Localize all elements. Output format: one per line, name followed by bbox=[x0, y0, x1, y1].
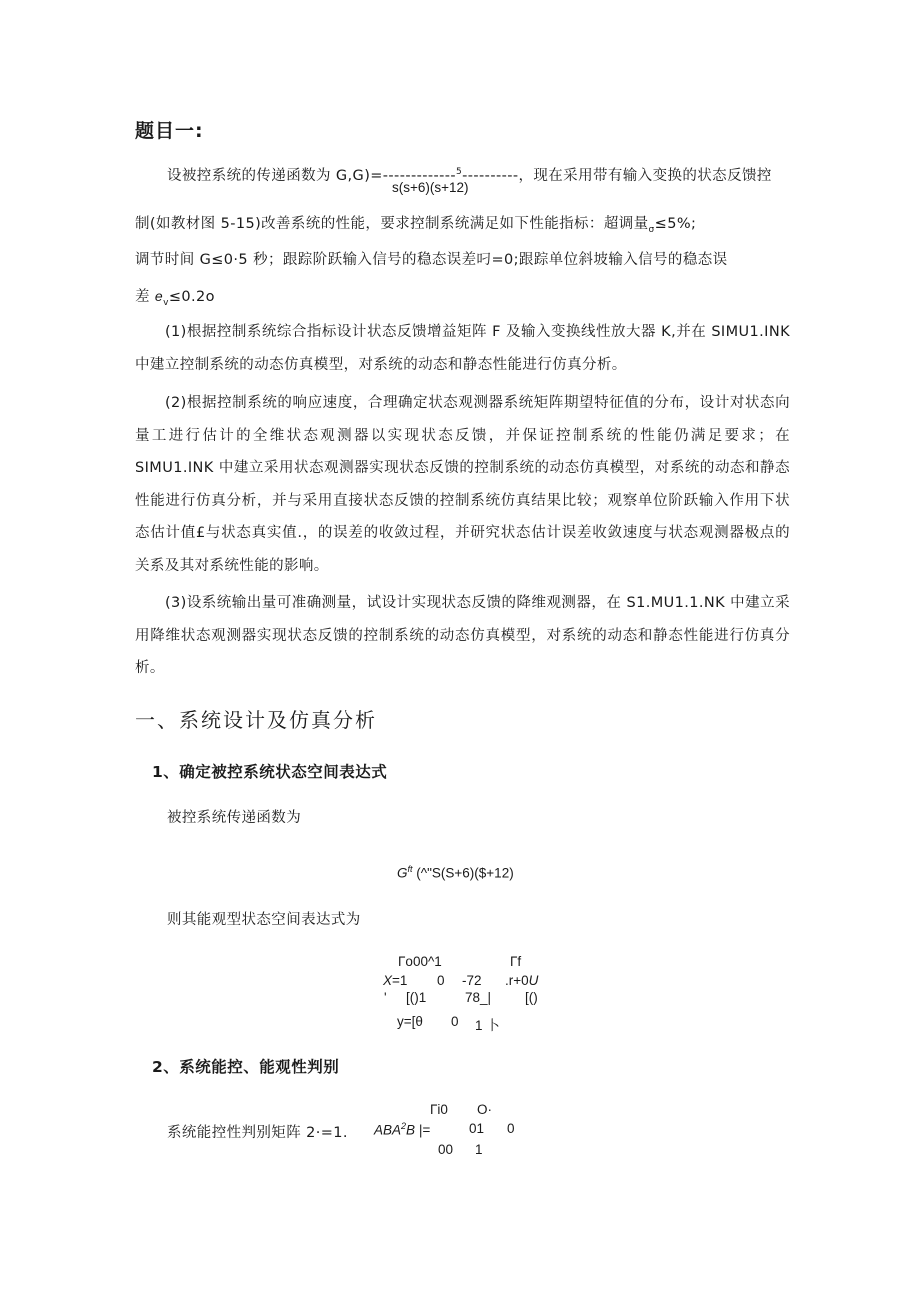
ctrl-label bbox=[374, 1121, 430, 1138]
ctrl-r2b: 0 bbox=[507, 1121, 515, 1136]
intro-line1 bbox=[167, 164, 772, 185]
matrix-row4c: 1 卜 bbox=[475, 1018, 500, 1033]
intro-line1-dashes2: ---------- bbox=[462, 168, 519, 184]
intro-line1-suffix: ，现在采用带有输入变换的状态反馈控 bbox=[518, 168, 772, 184]
matrix-row2b: 0 bbox=[437, 973, 445, 988]
matrix-row2a: =1 bbox=[392, 973, 408, 988]
sub1-title: 1、确定被控系统状态空间表达式 bbox=[152, 763, 388, 781]
matrix-row2 bbox=[383, 973, 407, 988]
matrix-row2c: -72 bbox=[462, 973, 482, 988]
intro-line4-sub: v bbox=[163, 297, 169, 308]
ctrl-r1b: O· bbox=[477, 1102, 492, 1117]
ctrl-r3a: 00 bbox=[438, 1142, 454, 1157]
transfer-function bbox=[397, 864, 514, 881]
ctrl-ab: ABA bbox=[374, 1122, 402, 1138]
sub1-text2: 则其能观型状态空间表达式为 bbox=[167, 912, 361, 928]
tf-rest: (^"S(S+6)($+12) bbox=[412, 865, 514, 881]
intro-line4-var: e bbox=[154, 288, 164, 304]
matrix-row1a: Γo00^1 bbox=[398, 954, 442, 969]
matrix-row3d: [() bbox=[525, 990, 538, 1005]
section-1-title: 一、系统设计及仿真分析 bbox=[135, 708, 377, 732]
sub2-text: 系统能控性判别矩阵 2·=1. bbox=[167, 1125, 348, 1141]
ctrl-ab-sup: 2 bbox=[401, 1121, 407, 1131]
intro-line2-end: ≤5%; bbox=[654, 216, 697, 232]
intro-line1-dashes: ------------- bbox=[382, 168, 457, 184]
matrix-row1b: Γf bbox=[510, 954, 522, 969]
sub2-title: 2、系统能控、能观性判别 bbox=[152, 1058, 340, 1076]
ctrl-r3b: 1 bbox=[475, 1142, 483, 1157]
matrix-row3b: [()1 bbox=[406, 990, 427, 1005]
tf-sup: ft bbox=[407, 864, 413, 874]
intro-line1-prefix: 设被控系统的传递函数为 G,G)= bbox=[167, 168, 383, 184]
intro-line4-prefix: 差 bbox=[135, 289, 150, 305]
task-2: (2)根据控制系统的响应速度，合理确定状态观测器系统矩阵期望特征值的分布，设计对状态向量工进行估计的全维状态观测器以实现状态反馈，并保证控制系统的性能仍满足要求；在SIMU1.INK 中建立采用状态观测器实现状态反馈的控制系统的动态仿真模型，对系统的动态和静态性能进行仿真分析，并与采用直接状态反馈的控制系统仿真结果比较；观察单位阶跃输入作用下状态估计值£与状态真实值.，的误差的收敛过程，并研究状态估计误差收敛速度与状态观测器极点的关系及其对系统性能的影响。 bbox=[135, 395, 790, 574]
intro-line1-num: 5 bbox=[456, 167, 463, 178]
tf-G: G bbox=[397, 865, 408, 881]
ctrl-r1a: Γi0 bbox=[430, 1102, 448, 1117]
ctrl-ab-tail: B |= bbox=[406, 1122, 431, 1138]
intro-line2 bbox=[135, 212, 696, 235]
intro-line2-sym: σ bbox=[648, 224, 655, 235]
intro-line2-text: 制(如教材图 5-15)改善系统的性能，要求控制系统满足如下性能指标：超调量 bbox=[135, 216, 649, 232]
task-3: (3)设系统输出量可准确测量，试设计实现状态反馈的降维观测器，在 S1.MU1.1.NK 中建立采用降维状态观测器实现状态反馈的控制系统的动态仿真模型，对系统的动态和静态性能进行仿真分析。 bbox=[135, 595, 790, 676]
matrix-row4b: 0 bbox=[451, 1014, 459, 1029]
matrix-X: X bbox=[383, 973, 393, 988]
matrix-row2d bbox=[505, 973, 538, 988]
intro-line4 bbox=[135, 285, 215, 308]
matrix-row2d-text: .r+0 bbox=[505, 973, 529, 988]
matrix-row4a: y=[θ bbox=[397, 1014, 423, 1029]
matrix-row3a: ' bbox=[384, 990, 387, 1005]
matrix-row3c: 78_| bbox=[465, 990, 492, 1005]
intro-denominator: s(s+6)(s+12) bbox=[392, 180, 469, 195]
task-1: (1)根据控制系统综合指标设计状态反馈增益矩阵 F 及输入变换线性放大器 K,并在 SIMU1.INK 中建立控制系统的动态仿真模型，对系统的动态和静态性能进行仿真分析。 bbox=[135, 324, 790, 373]
intro-line4-suffix: ≤0.2o bbox=[168, 289, 215, 305]
intro-line3: 调节时间 G≤0·5 秒；跟踪阶跃输入信号的稳态误差叼=0;跟踪单位斜坡输入信号的稳态误 bbox=[135, 252, 728, 268]
matrix-U: U bbox=[528, 973, 539, 988]
problem-title: 题目一: bbox=[135, 120, 204, 142]
sub1-text1: 被控系统传递函数为 bbox=[167, 810, 302, 826]
ctrl-r2a: 01 bbox=[469, 1121, 485, 1136]
